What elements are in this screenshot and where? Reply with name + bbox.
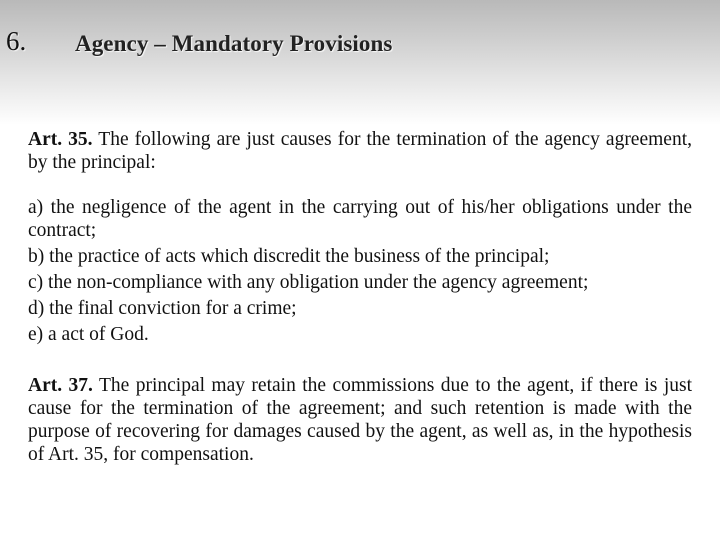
header-band [0,0,720,130]
article-35-label: Art. 35. [28,129,93,150]
article-37-text: The principal may retain the commissions due to the agent, if there is just cause for the termination of the agreement; and such retention is made with the purpose of recovering for damages caused by the agent, as well as, in the hypothesis of Art. 35, for compensation. [28,375,692,465]
body-content [28,128,692,466]
article-37-label: Art. 37. [28,375,93,396]
section-number: 6. [6,26,27,56]
list-item: a) the negligence of the agent in the carrying out of his/her obligations under the contract; [28,197,692,241]
list-item: b) the practice of acts which discredit the business of the principal; [28,246,550,267]
article-35-paragraph [28,128,692,174]
article-35-text: The following are just causes for the termination of the agency agreement, by the principal: [28,129,692,173]
page-title: Agency – Mandatory Provisions [75,31,393,56]
article-37-paragraph [28,374,692,466]
list-item: e) a act of God. [28,324,149,345]
list-item: d) the final conviction for a crime; [28,298,297,319]
list-item: c) the non-compliance with any obligation under the agency agreement; [28,272,589,293]
causes-list [28,196,692,346]
